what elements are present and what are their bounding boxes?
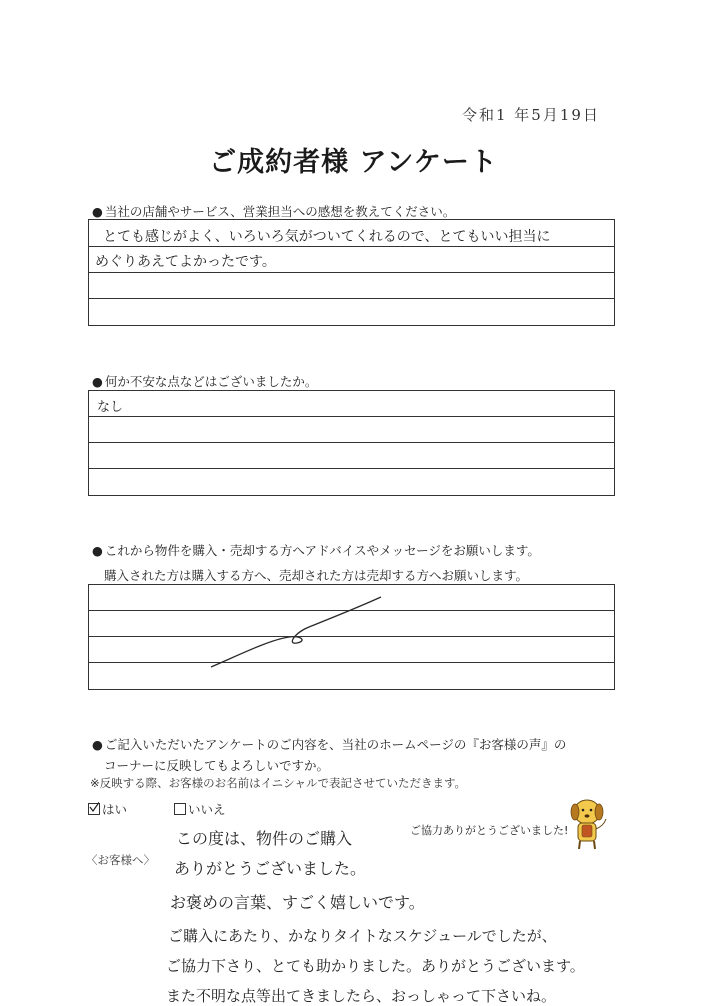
- consent-yes-label: はい: [102, 802, 128, 817]
- message-line-3: お褒めの言葉、すごく嬉しいです。: [170, 893, 425, 912]
- scribble-mark: [89, 585, 616, 691]
- answer-2-line-1: なし: [97, 400, 124, 415]
- question-2-text: 何か不安な点などはございましたか。: [104, 374, 318, 389]
- message-line-2: ありがとうございました。: [174, 859, 367, 878]
- publish-note: ※反映する際、お客様のお名前はイニシャルで表記させていただきます。: [90, 776, 467, 790]
- bullet-icon: ●: [92, 374, 103, 389]
- bullet-icon: ●: [92, 543, 103, 558]
- question-3: [92, 541, 540, 559]
- consent-no-label: いいえ: [188, 802, 226, 817]
- answer-box-2[interactable]: [88, 390, 615, 496]
- message-line-4: ご購入にあたり、かなりタイトなスケジュールでしたが、: [168, 927, 557, 945]
- checked-box-icon[interactable]: [88, 803, 100, 815]
- survey-date: 令和1 年5月19日: [462, 106, 600, 124]
- answer-1-line-2: めぐりあえてよかったです。: [95, 254, 276, 270]
- publish-question: [92, 735, 566, 753]
- question-1-text: 当社の店舗やサービス、営業担当への感想を教えてください。: [104, 204, 456, 219]
- publish-line-2: コーナーに反映してもよろしいですか。: [104, 758, 330, 773]
- question-3-text: これから物件を購入・売却する方へアドバイスやメッセージをお願いします。: [104, 543, 540, 558]
- page-title: ご成約者様 アンケート: [209, 147, 498, 178]
- question-3-line-2: 購入された方は購入する方へ、売却された方は売却する方へお願いします。: [104, 568, 529, 583]
- bullet-icon: ●: [92, 204, 103, 219]
- answer-box-3[interactable]: [88, 584, 615, 690]
- dog-mascot-icon: [563, 794, 611, 852]
- message-line-6: また不明な点等出てきましたら、おっしゃって下さいね。: [166, 987, 557, 1005]
- publish-line-1: ご記入いただいたアンケートのご内容を、当社のホームページの『お客様の声』の: [104, 737, 567, 752]
- message-line-1: この度は、物件のご購入: [176, 829, 353, 848]
- answer-box-1[interactable]: [88, 219, 615, 326]
- bullet-icon: ●: [92, 737, 103, 752]
- checkbox-icon[interactable]: [174, 803, 186, 815]
- thanks-message: ご協力ありがとうございました!: [410, 824, 569, 837]
- consent-yes[interactable]: [88, 800, 127, 818]
- consent-no[interactable]: [174, 800, 226, 818]
- message-line-5: ご協力下さり、とても助かりました。ありがとうございます。: [166, 957, 585, 975]
- answer-1-line-1: とても感じがよく、いろいろ気がついてくれるので、とてもいい担当に: [103, 229, 551, 245]
- question-1: [92, 202, 455, 220]
- question-2: [92, 372, 317, 390]
- customer-label: 〈お客様へ〉: [86, 853, 155, 867]
